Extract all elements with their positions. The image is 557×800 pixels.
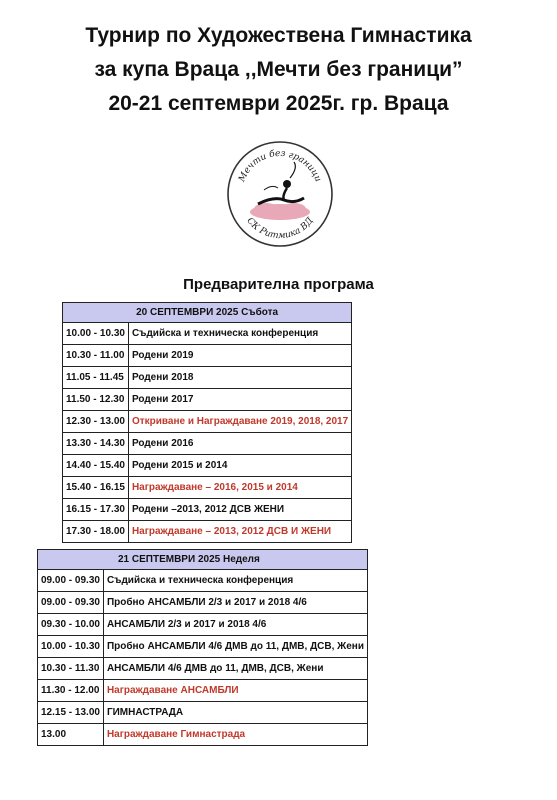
table-row: [63, 323, 352, 345]
table-row: [63, 345, 352, 367]
time-cell: 09.30 - 10.00: [38, 614, 104, 636]
time-cell: 13.30 - 14.30: [63, 433, 129, 455]
table-row: [63, 433, 352, 455]
title-line-3: 20-21 септември 2025г. гр. Враца: [108, 92, 449, 115]
event-cell: АНСАМБЛИ 4/6 ДМВ до 11, ДМВ, ДСВ, Жени: [103, 658, 367, 680]
logo-text-bottom: СК Ритмика ВД: [244, 216, 316, 242]
time-cell: 09.00 - 09.30: [38, 570, 104, 592]
award-event-cell: Награждаване – 2016, 2015 и 2014: [128, 477, 351, 499]
table-row: [63, 389, 352, 411]
table-row: [38, 636, 368, 658]
day2-header: 21 СЕПТЕМВРИ 2025 Неделя: [38, 550, 368, 570]
time-cell: 11.50 - 12.30: [63, 389, 129, 411]
time-cell: 09.00 - 09.30: [38, 592, 104, 614]
day1-header: 20 СЕПТЕМВРИ 2025 Събота: [63, 303, 352, 323]
table-row: [63, 411, 352, 433]
table-row: [38, 570, 368, 592]
table-row: [63, 521, 352, 543]
time-cell: 10.00 - 10.30: [38, 636, 104, 658]
time-cell: 16.15 - 17.30: [63, 499, 129, 521]
award-event-cell: Откриване и Награждаване 2019, 2018, 2017: [128, 411, 351, 433]
event-cell: Родени 2019: [128, 345, 351, 367]
day1-schedule-table: [62, 302, 352, 543]
event-cell: Родени –2013, 2012 ДСВ ЖЕНИ: [128, 499, 351, 521]
time-cell: 11.30 - 12.00: [38, 680, 104, 702]
time-cell: 10.30 - 11.30: [38, 658, 104, 680]
table-row: [38, 592, 368, 614]
event-cell: Пробно АНСАМБЛИ 2/3 и 2017 и 2018 4/6: [103, 592, 367, 614]
event-cell: Съдийска и техническа конференция: [103, 570, 367, 592]
table-row: [63, 367, 352, 389]
time-cell: 10.00 - 10.30: [63, 323, 129, 345]
table-row: [38, 724, 368, 746]
event-cell: Съдийска и техническа конференция: [128, 323, 351, 345]
table-row: [38, 680, 368, 702]
time-cell: 12.30 - 13.00: [63, 411, 129, 433]
event-cell: Пробно АНСАМБЛИ 4/6 ДМВ до 11, ДМВ, ДСВ, Жени: [103, 636, 367, 658]
time-cell: 15.40 - 16.15: [63, 477, 129, 499]
table-row: [63, 477, 352, 499]
table-row: [38, 702, 368, 724]
club-logo: [224, 138, 336, 250]
table-row: [38, 614, 368, 636]
table-row: [63, 499, 352, 521]
award-event-cell: Награждаване АНСАМБЛИ: [103, 680, 367, 702]
time-cell: 12.15 - 13.00: [38, 702, 104, 724]
event-cell: Родени 2017: [128, 389, 351, 411]
day2-schedule-table: [37, 549, 368, 746]
award-event-cell: Награждаване Гимнастрада: [103, 724, 367, 746]
table-row: [38, 658, 368, 680]
event-cell: АНСАМБЛИ 2/3 и 2017 и 2018 4/6: [103, 614, 367, 636]
logo-text-top: Мечти без граници: [237, 148, 323, 184]
award-event-cell: Награждаване – 2013, 2012 ДСВ И ЖЕНИ: [128, 521, 351, 543]
time-cell: 10.30 - 11.00: [63, 345, 129, 367]
time-cell: 13.00: [38, 724, 104, 746]
title-line-1: Турнир по Художествена Гимнастика: [85, 24, 472, 47]
time-cell: 14.40 - 15.40: [63, 455, 129, 477]
event-cell: ГИМНАСТРАДА: [103, 702, 367, 724]
title-line-2: за купа Враца ,,Мечти без граници”: [94, 58, 463, 81]
event-cell: Родени 2018: [128, 367, 351, 389]
program-title: Предварителна програма: [183, 276, 374, 293]
time-cell: 17.30 - 18.00: [63, 521, 129, 543]
event-cell: Родени 2016: [128, 433, 351, 455]
time-cell: 11.05 - 11.45: [63, 367, 129, 389]
table-row: [63, 455, 352, 477]
event-cell: Родени 2015 и 2014: [128, 455, 351, 477]
svg-text:Мечти без граници: [237, 148, 323, 184]
